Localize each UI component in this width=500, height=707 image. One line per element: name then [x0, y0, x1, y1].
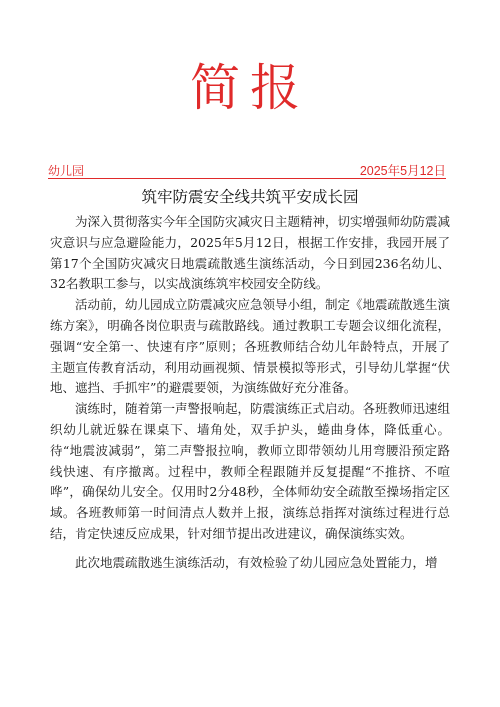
article-body — [50, 212, 450, 574]
masthead-title: 简报 — [190, 59, 310, 117]
article-paragraph: 演练时，随着第一声警报响起，防震演练正式启动。各班教师迅速组织幼儿就近躲在课桌下、墙角处，双手护头，蜷曲身体，降低重心。待“地震波减弱”，第二声警报拉响，教师立即带领幼儿用弯腰沿预定路线快速、有序撤离。过程中，教师全程跟随并反复提醒“不推挤、不喧哗”，确保幼儿安全。仅用时2分48秒，全体师幼安全疏散至操场指定区域。各班教师第一时间清点人数并上报，演练总指挥对演练过程进行总结，肯定快速反应成果，针对细节提出改进建议，确保演练实效。 — [50, 401, 451, 541]
article-paragraph: 为深入贯彻落实今年全国防灾减灾日主题精神，切实增强师幼防震减灾意识与应急避险能力，2025年5月12日，根据工作安排，我园开展了第17个全国防灾减灾日地震疏散逃生演练活动，今日到园236名幼儿、32名教职工参与，以实战演练筑牢校园安全防线。 — [50, 214, 451, 292]
article-paragraph: 活动前，幼儿园成立防震减灾应急领导小组，制定《地震疏散逃生演练方案》，明确各岗位职责与疏散路线。通过教职工专题会议细化流程，强调“安全第一、快速有序”原则；各班教师结合幼儿年龄特点，开展了主题宣传教育活动，利用动画视频、情景模拟等形式，引导幼儿掌握“伏地、遮挡、手抓牢”的避震要领，为演练做好充分准备。 — [50, 297, 451, 396]
article-headline: 筑牢防震安全线共筑平安成长园 — [141, 188, 359, 206]
organization-label: 幼儿园 — [48, 164, 85, 178]
meta-row — [48, 160, 446, 178]
issue-date: 2025年5月12日 — [359, 164, 446, 178]
article-paragraph: 此次地震疏散逃生演练活动，有效检验了幼儿园应急处置能力，增 — [75, 554, 438, 570]
red-divider — [48, 178, 446, 179]
